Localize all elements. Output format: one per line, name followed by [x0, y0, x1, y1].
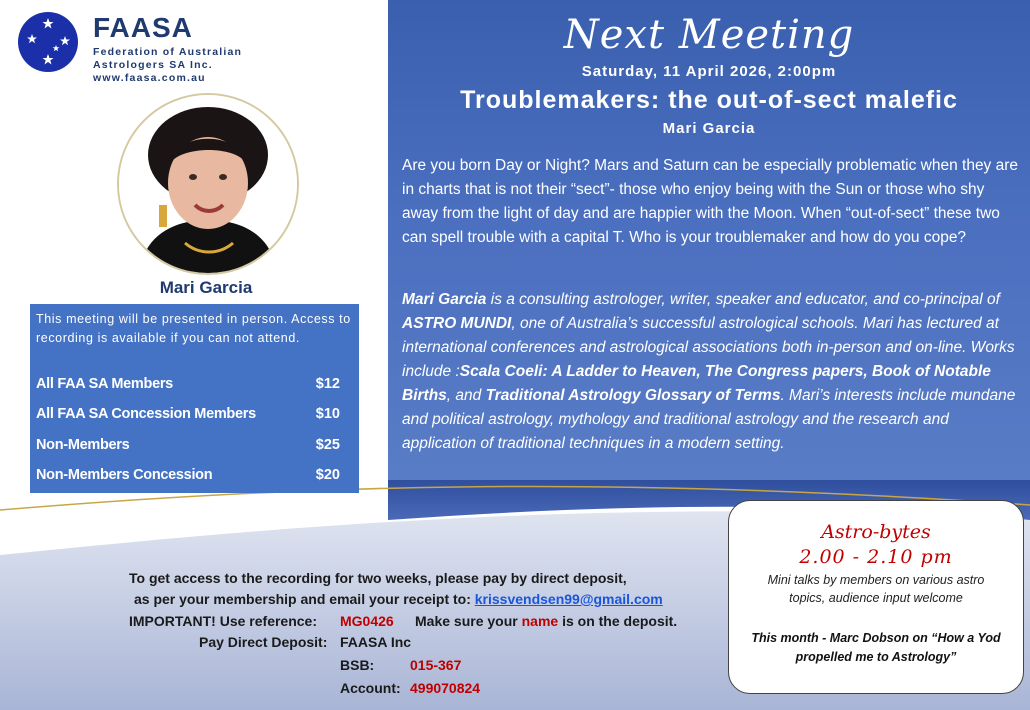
name-reminder — [415, 613, 677, 629]
pay-deposit-label: Pay Direct Deposit: — [199, 634, 328, 650]
payment-reference: MG0426 — [340, 613, 394, 629]
payment-line-2 — [134, 591, 663, 607]
astro-bytes-title: Astro-bytes — [821, 521, 931, 543]
name-reminder-emph: name — [521, 613, 559, 629]
bio-text-4: . Mari’s interests include mundane and political astrology, mythology and traditional astrology and the research and application of traditional techniques in a modern setting. — [402, 387, 1016, 452]
bio-works: Scala Coeli: A Ladder to Heaven, The Congress papers, Book of Notable Births — [402, 363, 991, 404]
price-amount: $10 — [315, 406, 340, 422]
talk-speaker: Mari Garcia — [662, 120, 756, 137]
meeting-date: Saturday, 11 April 2026, 2:00pm — [581, 63, 837, 80]
pricing-box — [30, 304, 359, 493]
org-website[interactable]: www.faasa.com.au — [93, 72, 206, 84]
bio-text-3: , and — [446, 387, 486, 404]
pay-deposit-value: FAASA Inc — [340, 634, 412, 650]
important-label: IMPORTANT! Use reference: — [129, 613, 318, 629]
speaker-caption: Mari Garcia — [159, 278, 253, 297]
payment-line-1: To get access to the recording for two weeks, please pay by direct deposit, — [129, 570, 627, 586]
bsb-label: BSB: — [340, 657, 375, 673]
astro-bytes-box — [728, 500, 1024, 694]
price-label: Non-Members — [36, 437, 130, 453]
bio-name: Mari Garcia — [402, 291, 487, 308]
org-fullname-line2: Astrologers SA Inc. — [93, 59, 213, 71]
price-label: All FAA SA Members — [36, 376, 173, 392]
bsb-value: 015-367 — [410, 657, 462, 673]
price-row — [36, 437, 340, 461]
bio-works-2: Traditional Astrology Glossary of Terms — [485, 387, 781, 404]
price-label: All FAA SA Concession Members — [36, 406, 256, 422]
price-label: Non-Members Concession — [36, 467, 213, 483]
speaker-photo — [117, 93, 299, 275]
speaker-bio — [402, 288, 1022, 456]
org-fullname-line1: Federation of Australian — [93, 46, 243, 58]
star-icon — [18, 12, 78, 72]
account-value: 499070824 — [410, 680, 481, 696]
talk-description: Are you born Day or Night? Mars and Saturn can be especially problematic when they are in charts that is not their “sect”- those who enjoy being with the Sun or those who shy away from the light of day and are happier with the Moon. When “out-of-sect” these two can spell trouble with a capital T. Who is your troublemaker and how do you cope? — [402, 157, 1019, 246]
account-label: Account: — [340, 680, 401, 696]
org-name: FAASA — [93, 12, 193, 43]
price-amount: $20 — [315, 467, 340, 483]
next-meeting-heading: Next Meeting — [563, 12, 855, 58]
email-link[interactable]: krissvendsen99@gmail.com — [474, 591, 663, 607]
price-row — [36, 467, 340, 491]
astro-bytes-time: 2.00 - 2.10 pm — [799, 546, 953, 568]
astro-bytes-description: Mini talks by members on various astro topics, audience input welcome — [767, 573, 985, 605]
bio-text-1: is a consulting astrologer, writer, speaker and educator, and co-principal of — [486, 291, 1000, 308]
logo-southern-cross — [18, 12, 78, 72]
price-amount: $25 — [315, 437, 340, 453]
name-reminder-2: is on the deposit. — [562, 613, 678, 629]
bio-school: ASTRO MUNDI — [402, 315, 512, 332]
price-row — [36, 406, 340, 430]
payment-line-2-text: as per your membership and email your receipt to: — [134, 591, 471, 607]
bio-text-2: , one of Australia’s successful astrological schools. Mari has lectured at international conferences and astrological associations both in-person and on-line. Works include : — [402, 315, 1015, 380]
price-amount: $12 — [315, 376, 340, 392]
astro-bytes-this-month: This month - Marc Dobson on “How a Yod propelled me to Astrology” — [751, 631, 1001, 664]
price-row — [36, 376, 340, 400]
name-reminder-1: Make sure your — [415, 613, 518, 629]
talk-title: Troublemakers: the out-of-sect malefic — [460, 86, 958, 114]
pricing-note: This meeting will be presented in person. Access to recording is available if you can not attend. — [36, 312, 351, 345]
